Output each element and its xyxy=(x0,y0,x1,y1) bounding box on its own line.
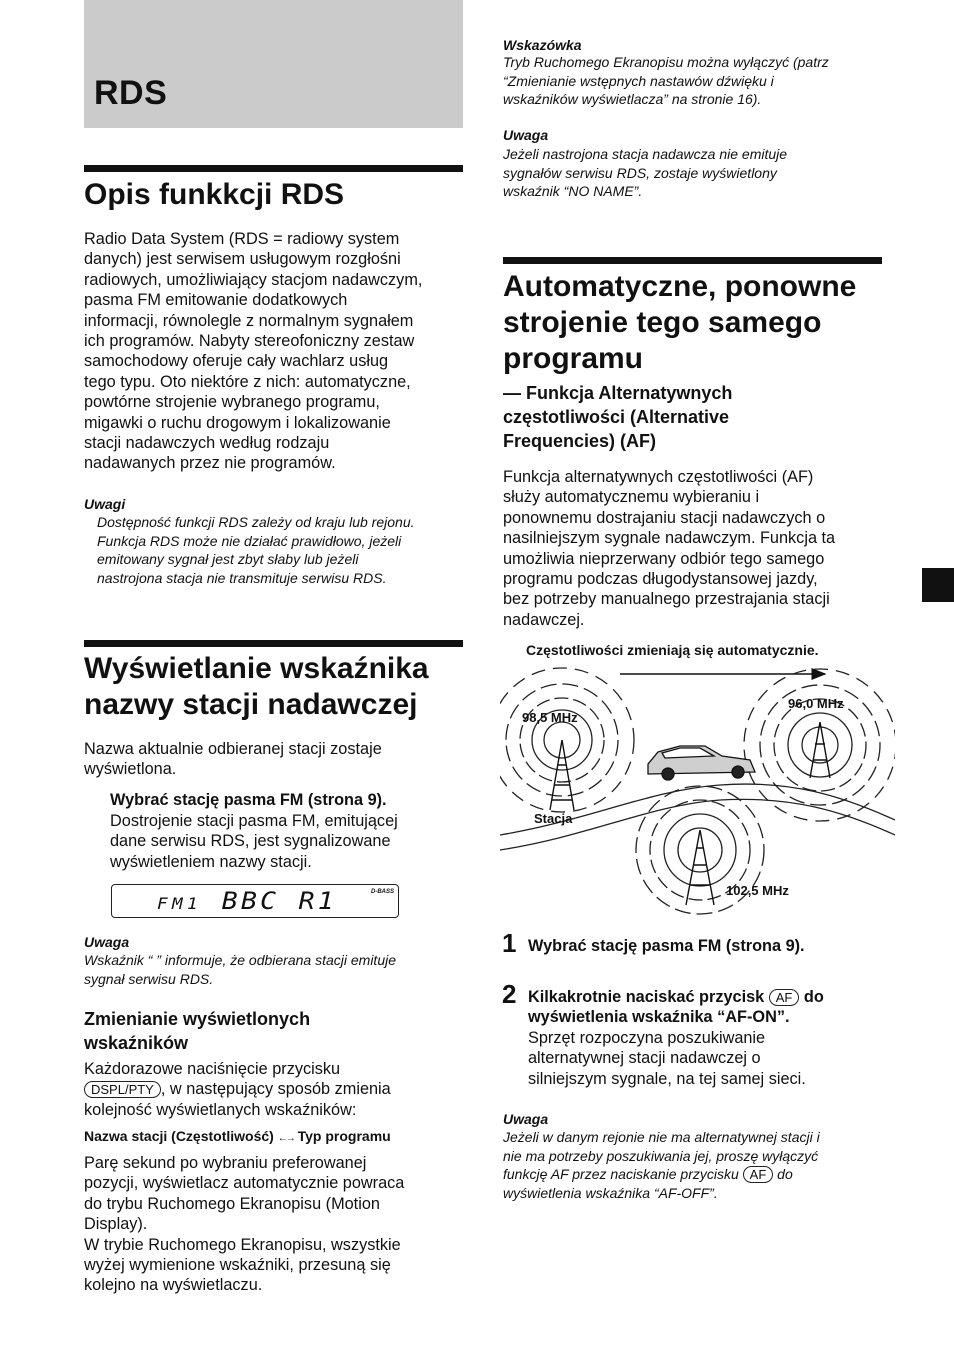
tower-right-icon xyxy=(810,722,830,778)
section-rule xyxy=(84,165,463,172)
note-heading: Uwaga xyxy=(84,934,130,950)
road-curve xyxy=(500,784,895,835)
lcd-band: FM1 xyxy=(157,894,202,913)
note-text: Jeżeli nastrojona stacja nadawcza nie emituje sygnałów serwisu RDS, zostaje wyświetlony wskaźnik “NO NAME”. xyxy=(503,146,788,199)
note-text: Wskaźnik “ ” informuje, że odbierana stacji emituje sygnał serwisu RDS. xyxy=(84,952,397,987)
frequency-label-right: 96,0 MHz xyxy=(788,696,844,711)
tower-bottom-icon xyxy=(686,830,714,905)
note-heading: Uwagi xyxy=(84,496,126,512)
section-heading-af: Automatyczne, ponowne strojenie tego samego programu xyxy=(503,270,857,375)
step-title: Wybrać stację pasma FM (strona 9). xyxy=(110,791,387,809)
lcd-display xyxy=(111,884,399,918)
intro-text: Nazwa aktualnie odbieranej stacji zostaje wyświetlona. xyxy=(84,740,382,779)
af-button[interactable]: AF xyxy=(769,989,800,1006)
section-rule xyxy=(84,640,463,647)
step-number: 2 xyxy=(502,979,517,1009)
section-paragraph: Radio Data System (RDS = radiowy system danych) jest serwisem usługowym rozgłośni radiowych, umożliwiający stacjom nadawczym, pasma FM emitowanie dodatkowych informacji, równolegle z normalnym sygnałem ich programów. Nabyty stereofoniczny zestaw samochodowy oferuje cały wachlarz usług tego typu. Oto niektóre z nich: automatyczne, powtórne strojenie wybranego programu, migawki o ruchu drogowym i lokalizowanie stacji nadawczych według rodzaju nadawanych przez nie programów. xyxy=(84,230,423,473)
note-heading: Uwaga xyxy=(503,1111,549,1127)
tip-heading: Wskazówka xyxy=(503,37,582,53)
section-rule xyxy=(503,257,882,264)
chapter-tab-marker xyxy=(922,568,954,602)
dspl-pty-button[interactable]: DSPL/PTY xyxy=(84,1081,161,1098)
car-icon xyxy=(648,746,755,780)
step-number: 1 xyxy=(502,928,517,958)
frequency-label-bottom: 102,5 MHz xyxy=(726,883,789,898)
sub-heading: Zmienianie wyświetlonych wskaźników xyxy=(84,1009,311,1053)
lcd-dbass-indicator: D-BASS xyxy=(370,889,394,895)
section-heading-station-name: Wyświetlanie wskaźnika nazwy stacji nadawczej xyxy=(84,652,429,721)
chapter-title: RDS xyxy=(94,74,168,112)
tip-text: Tryb Ruchomego Ekranopisu można wyłączyć (patrz “Zmienianie wstępnych nastawów dźwięku i wskaźników wyświetlacza” na stronie 16). xyxy=(503,54,829,107)
tower-left-icon xyxy=(550,740,574,810)
af-button[interactable]: AF xyxy=(743,1166,774,1183)
step-title: Wybrać stację pasma FM (strona 9). xyxy=(528,937,805,955)
station-label: Stacja xyxy=(534,811,573,826)
step-text: Dostrojenie stacji pasma FM, emitującej dane serwisu RDS, jest sygnalizowane wyświetleniem nazwy stacji. xyxy=(110,812,398,871)
note-heading: Uwaga xyxy=(503,127,549,143)
note-text: Jeżeli w danym rejonie nie ma alternatywnej stacji i nie ma potrzeby poszukiwania jej, proszę wyłączyć funkcję AF przez naciskanie przycisku AF do wyświetlenia wskaźnika “AF-OFF”. xyxy=(503,1129,820,1201)
step-text: Kilkakrotnie naciskać przycisk AF do wyświetlenia wskaźnika “AF-ON”. Sprzęt rozpoczyna poszukiwanie alternatywnej stacji nadawczej o silniejszym sygnale, na tej samej sieci. xyxy=(528,988,824,1088)
signal-waves-left-icon xyxy=(500,668,634,812)
af-paragraph: Funkcja alternatywnych częstotliwości (AF) służy automatycznemu wybieraniu i ponownemu dostrajaniu stacji nadawczych o nasilniejszym sygnale nadawczym. Funkcja ta umożliwia nieprzerwany odbiór tego samego programu podczas długodystansowej jazdy, bez potrzeby manualnego przestrajania stacji nadawczej. xyxy=(503,468,836,629)
bidirectional-arrow-icon: ←→ xyxy=(277,1133,294,1144)
section-heading-rds: Opis funkkcji RDS xyxy=(84,178,345,211)
button-instructions: Każdorazowe naciśnięcie przycisku DSPL/PTY , w następujący sposób zmienia kolejność wyświetlanych wskaźników: xyxy=(84,1060,391,1119)
display-sequence: Nazwa stacji (Częstotliwość) ←→ Typ programu xyxy=(84,1128,391,1144)
note-text: Dostępność funkcji RDS zależy od kraju lub rejonu. Funkcja RDS może nie działać prawidłowo, jeżeli emitowany sygnał jest zbyt słaby lub jeżeli nastrojona stacja nie transmituje serwisu RDS. xyxy=(97,514,415,586)
lcd-station: BBC R1 xyxy=(221,887,337,915)
section-subtitle: — Funkcja Alternatywnych częstotliwości (Alternative Frequencies) (AF) xyxy=(503,383,733,451)
frequency-label-left: 98,5 MHz xyxy=(522,710,578,725)
signal-waves-right-icon xyxy=(744,669,895,821)
display-explanation: Parę sekund po wybraniu preferowanej pozycji, wyświetlacz automatycznie powraca do trybu Ruchomego Ekranopisu (Motion Display). W trybie Ruchomego Ekranopisu, wszystkie wyżej wymienione wskaźniki, przesuną się kolejno na wyświetlaczu. xyxy=(84,1154,405,1295)
figure-caption: Częstotliwości zmieniają się automatycznie. xyxy=(526,642,819,658)
